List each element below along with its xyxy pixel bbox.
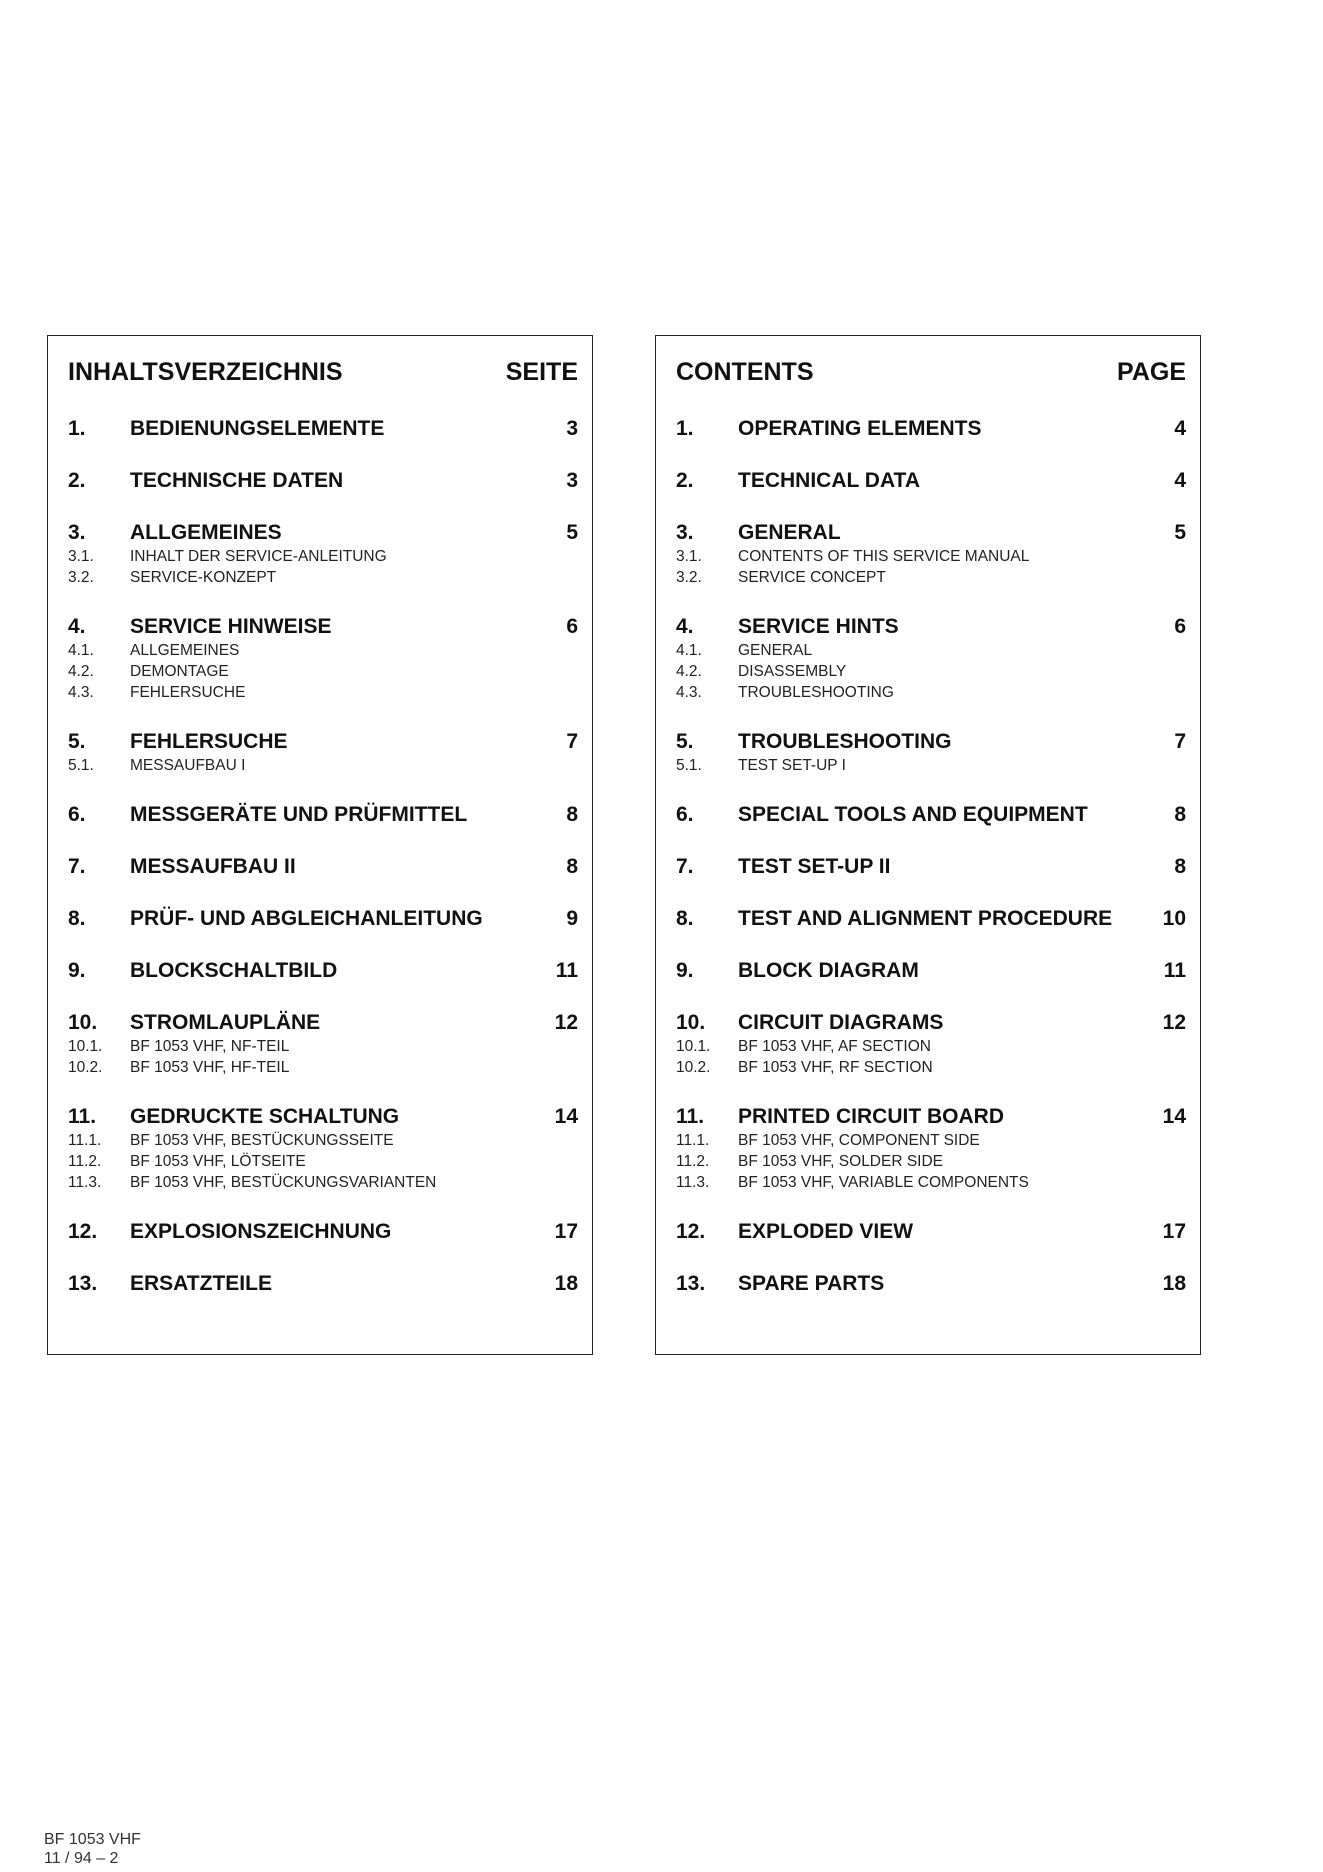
toc-subentry-number: 11.2. [68, 1153, 102, 1170]
toc-entry-number: 2. [68, 469, 86, 492]
toc-entry [676, 1010, 1186, 1078]
toc-entry-number: 8. [676, 907, 694, 930]
page-column-label: PAGE [1117, 358, 1186, 386]
toc-subentry-title: BF 1053 VHF, COMPONENT SIDE [738, 1132, 980, 1149]
toc-entry-title: SERVICE HINTS [738, 615, 899, 638]
toc-entry-title: ALLGEMEINES [130, 521, 282, 544]
toc-subentry [68, 1036, 578, 1057]
toc-entry [68, 802, 578, 828]
toc-entry-number: 8. [68, 907, 86, 930]
toc-entry-number: 2. [676, 469, 694, 492]
toc-entry-page: 12 [1162, 1011, 1186, 1034]
toc-subentry-number: 10.2. [68, 1059, 103, 1076]
toc-entry-title: TECHNISCHE DATEN [130, 469, 344, 492]
toc-subentry-title: BF 1053 VHF, RF SECTION [738, 1059, 933, 1076]
toc-header [68, 358, 578, 387]
toc-entry-page: 12 [554, 1011, 578, 1034]
toc-subentry-number: 11.1. [676, 1132, 710, 1149]
toc-entry-title: PRINTED CIRCUIT BOARD [738, 1105, 1004, 1128]
toc-subentry-number: 4.1. [68, 642, 94, 659]
toc-subentry-title: DISASSEMBLY [738, 663, 847, 680]
toc-entry [676, 416, 1186, 442]
toc-entry-title: TECHNICAL DATA [738, 469, 920, 492]
toc-subentry-title: FEHLERSUCHE [130, 684, 246, 701]
page-column-label: SEITE [505, 358, 578, 386]
toc-entry [68, 906, 578, 932]
toc-subentry-number: 11.3. [68, 1174, 102, 1191]
toc-subentry-number: 3.1. [676, 548, 702, 565]
toc-subentry [68, 640, 578, 661]
toc-subentry-number: 11.3. [676, 1174, 710, 1191]
toc-subentry-number: 4.3. [676, 684, 702, 701]
toc-subentry [68, 1130, 578, 1151]
toc-entry-page: 8 [1174, 803, 1186, 826]
toc-entry [676, 1219, 1186, 1245]
toc-subentry [676, 1057, 1186, 1078]
toc-entry [68, 1104, 578, 1193]
toc-entry-page: 6 [566, 615, 578, 638]
toc-entry-title: STROMLAUPLÄNE [130, 1011, 321, 1034]
toc-entry-title: BEDIENUNGSELEMENTE [130, 417, 385, 440]
toc-entry-title: ERSATZTEILE [130, 1272, 272, 1295]
toc-header [676, 358, 1186, 387]
toc-entry-row [68, 520, 578, 546]
toc-entry-row [676, 520, 1186, 546]
toc-entry-page: 8 [566, 803, 578, 826]
toc-subentry-title: SERVICE-KONZEPT [130, 569, 277, 586]
toc-subentry-number: 10.1. [676, 1038, 711, 1055]
toc-entry-row [676, 729, 1186, 755]
toc-entry-title: SPECIAL TOOLS AND EQUIPMENT [738, 803, 1088, 826]
toc-entry-title: GEDRUCKTE SCHALTUNG [130, 1105, 400, 1128]
toc-entry-title: MESSAUFBAU II [130, 855, 296, 878]
toc-entry-title: BLOCKSCHALTBILD [130, 959, 338, 982]
toc-subentry [68, 682, 578, 703]
toc-subentry [676, 682, 1186, 703]
toc-entry-number: 3. [68, 521, 86, 544]
toc-entry-number: 3. [676, 521, 694, 544]
toc-subentry [676, 1130, 1186, 1151]
toc-subentry-title: MESSAUFBAU I [130, 757, 246, 774]
toc-entry-title: TROUBLESHOOTING [738, 730, 952, 753]
toc-entry [676, 854, 1186, 880]
toc-entry-row [68, 854, 578, 880]
toc-entry-row [68, 729, 578, 755]
toc-subentry-title: BF 1053 VHF, AF SECTION [738, 1038, 931, 1055]
toc-entry [676, 906, 1186, 932]
footer-code: 11 / 94 – 2 [44, 1850, 119, 1867]
toc-entry-row [68, 958, 578, 984]
page-footer [44, 1830, 141, 1868]
toc-entry [676, 1271, 1186, 1297]
toc-entry-page: 5 [1174, 521, 1186, 544]
toc-entry-page: 11 [555, 959, 578, 982]
toc-entry-page: 3 [566, 469, 578, 492]
toc-subentry-number: 11.2. [676, 1153, 710, 1170]
toc-entry-title: PRÜF- UND ABGLEICHANLEITUNG [130, 907, 483, 930]
toc-subentry-number: 11.1. [68, 1132, 102, 1149]
toc-entry-number: 5. [676, 730, 694, 753]
toc-entry-page: 6 [1174, 615, 1186, 638]
toc-subentry-title: BF 1053 VHF, VARIABLE COMPONENTS [738, 1174, 1029, 1191]
toc-entry-number: 9. [676, 959, 694, 982]
toc-subentry [676, 640, 1186, 661]
toc-entry-page: 17 [554, 1220, 578, 1243]
toc-entry-number: 11. [676, 1105, 705, 1128]
toc-entry-row [68, 468, 578, 494]
toc-entry [68, 416, 578, 442]
toc-subentry [68, 1057, 578, 1078]
toc-entry-page: 11 [1163, 959, 1186, 982]
toc-entry-number: 5. [68, 730, 86, 753]
toc-subentry-title: BF 1053 VHF, LÖTSEITE [130, 1153, 306, 1170]
toc-entry-page: 7 [566, 730, 578, 753]
toc-entry-row [676, 1010, 1186, 1036]
toc-entry-page: 8 [566, 855, 578, 878]
toc-entry [68, 1219, 578, 1245]
toc-entry-row [68, 1010, 578, 1036]
toc-entry [676, 802, 1186, 828]
toc-subentry-title: BF 1053 VHF, BESTÜCKUNGSVARIANTEN [130, 1174, 437, 1191]
toc-entry [676, 1104, 1186, 1193]
toc-entry-row [68, 1219, 578, 1245]
toc-entry-row [676, 468, 1186, 494]
toc-entry [68, 520, 578, 588]
toc-entry-number: 6. [68, 803, 86, 826]
toc-entry-row [676, 614, 1186, 640]
toc-entry-title: TEST AND ALIGNMENT PROCEDURE [738, 907, 1113, 930]
toc-subentry [676, 567, 1186, 588]
toc-entry-number: 4. [676, 615, 694, 638]
toc-subentry-number: 4.2. [676, 663, 702, 680]
toc-subentry-number: 5.1. [68, 757, 94, 774]
toc-subentry-number: 10.2. [676, 1059, 711, 1076]
toc-subentry-number: 3.2. [676, 569, 702, 586]
toc-subentry-title: ALLGEMEINES [130, 642, 240, 659]
toc-entry-page: 17 [1162, 1220, 1186, 1243]
toc-subentry [676, 546, 1186, 567]
toc-subentry-number: 10.1. [68, 1038, 103, 1055]
toc-entry-title: GENERAL [738, 521, 841, 544]
toc-entry-page: 9 [566, 907, 578, 930]
toc-subentry [68, 755, 578, 776]
toc-entry [68, 854, 578, 880]
footer-model: BF 1053 VHF [44, 1831, 141, 1848]
toc-subentry-number: 3.2. [68, 569, 94, 586]
toc-entry [68, 729, 578, 776]
toc-entry-page: 4 [1174, 417, 1186, 440]
toc-entry [68, 468, 578, 494]
toc-entry-number: 13. [676, 1272, 706, 1295]
toc-entry-row [68, 906, 578, 932]
toc-entry-row [676, 1219, 1186, 1245]
toc-box-german [47, 335, 593, 1355]
toc-entry-row [676, 906, 1186, 932]
toc-entry-title: FEHLERSUCHE [130, 730, 288, 753]
toc-entry-page: 18 [554, 1272, 578, 1295]
toc-subentry [68, 1172, 578, 1193]
toc-entry-number: 11. [68, 1105, 97, 1128]
toc-entry-row [68, 1271, 578, 1297]
toc-entry-row [676, 1104, 1186, 1130]
toc-list [68, 416, 578, 1323]
toc-entry-row [676, 958, 1186, 984]
toc-entry-row [68, 614, 578, 640]
toc-subentry-title: TROUBLESHOOTING [738, 684, 894, 701]
toc-entry [68, 1271, 578, 1297]
toc-subentry-title: BF 1053 VHF, NF-TEIL [130, 1038, 290, 1055]
toc-subentry [676, 755, 1186, 776]
toc-entry-title: BLOCK DIAGRAM [738, 959, 919, 982]
toc-subentry-title: TEST SET-UP I [738, 757, 846, 774]
toc-subentry [676, 1036, 1186, 1057]
toc-entry-row [68, 802, 578, 828]
toc-entry-page: 7 [1174, 730, 1186, 753]
toc-entry-row [676, 1271, 1186, 1297]
toc-box-english [655, 335, 1201, 1355]
toc-entry-row [676, 854, 1186, 880]
toc-entry-number: 1. [68, 417, 86, 440]
toc-subentry [68, 1151, 578, 1172]
toc-entry [676, 614, 1186, 703]
toc-subentry-title: BF 1053 VHF, HF-TEIL [130, 1059, 290, 1076]
toc-subentry-title: CONTENTS OF THIS SERVICE MANUAL [738, 548, 1030, 565]
toc-entry-number: 10. [68, 1011, 98, 1034]
toc-entry-number: 6. [676, 803, 694, 826]
toc-entry-number: 10. [676, 1011, 706, 1034]
toc-entry-page: 10 [1162, 907, 1186, 930]
toc-subentry [68, 567, 578, 588]
toc-subentry [68, 661, 578, 682]
toc-subentry-title: DEMONTAGE [130, 663, 229, 680]
toc-entry [676, 468, 1186, 494]
toc-entry [68, 1010, 578, 1078]
toc-entry-page: 14 [1162, 1105, 1186, 1128]
toc-entry [68, 958, 578, 984]
toc-subentry-number: 3.1. [68, 548, 94, 565]
toc-subentry-number: 5.1. [676, 757, 702, 774]
toc-entry-title: EXPLODED VIEW [738, 1220, 914, 1243]
toc-entry [68, 614, 578, 703]
toc-entry-row [676, 802, 1186, 828]
toc-subentry-title: GENERAL [738, 642, 813, 659]
toc-entry-number: 12. [676, 1220, 706, 1243]
toc-entry-title: OPERATING ELEMENTS [738, 417, 982, 440]
toc-subentry-title: BF 1053 VHF, SOLDER SIDE [738, 1153, 944, 1170]
toc-entry-number: 7. [68, 855, 86, 878]
toc-entry-row [68, 416, 578, 442]
toc-entry-page: 8 [1174, 855, 1186, 878]
toc-list [676, 416, 1186, 1323]
toc-entry-number: 4. [68, 615, 86, 638]
toc-entry-number: 12. [68, 1220, 98, 1243]
toc-subentry-title: INHALT DER SERVICE-ANLEITUNG [130, 548, 387, 565]
toc-entry [676, 520, 1186, 588]
toc-subentry [676, 1172, 1186, 1193]
toc-entry-page: 18 [1162, 1272, 1186, 1295]
toc-entry-page: 5 [566, 521, 578, 544]
toc-entry-row [68, 1104, 578, 1130]
toc-subentry-number: 4.2. [68, 663, 94, 680]
toc-subentry-title: BF 1053 VHF, BESTÜCKUNGSSEITE [130, 1132, 394, 1149]
toc-entry-page: 4 [1174, 469, 1186, 492]
toc-subentry-number: 4.1. [676, 642, 702, 659]
toc-entry-title: TEST SET-UP II [738, 855, 891, 878]
toc-subentry [68, 546, 578, 567]
toc-entry [676, 958, 1186, 984]
toc-title: INHALTSVERZEICHNIS [68, 358, 343, 386]
toc-entry-number: 1. [676, 417, 694, 440]
toc-entry-number: 9. [68, 959, 86, 982]
toc-entry-number: 13. [68, 1272, 98, 1295]
toc-entry-title: MESSGERÄTE UND PRÜFMITTEL [130, 803, 468, 826]
toc-entry-title: CIRCUIT DIAGRAMS [738, 1011, 944, 1034]
toc-entry-page: 3 [566, 417, 578, 440]
toc-entry [676, 729, 1186, 776]
toc-entry-title: EXPLOSIONSZEICHNUNG [130, 1220, 392, 1243]
toc-entry-number: 7. [676, 855, 694, 878]
toc-subentry-title: SERVICE CONCEPT [738, 569, 886, 586]
toc-subentry [676, 1151, 1186, 1172]
toc-entry-page: 14 [554, 1105, 578, 1128]
toc-entry-title: SERVICE HINWEISE [130, 615, 332, 638]
toc-title: CONTENTS [676, 358, 814, 386]
toc-subentry [676, 661, 1186, 682]
toc-subentry-number: 4.3. [68, 684, 94, 701]
toc-entry-title: SPARE PARTS [738, 1272, 885, 1295]
toc-entry-row [676, 416, 1186, 442]
